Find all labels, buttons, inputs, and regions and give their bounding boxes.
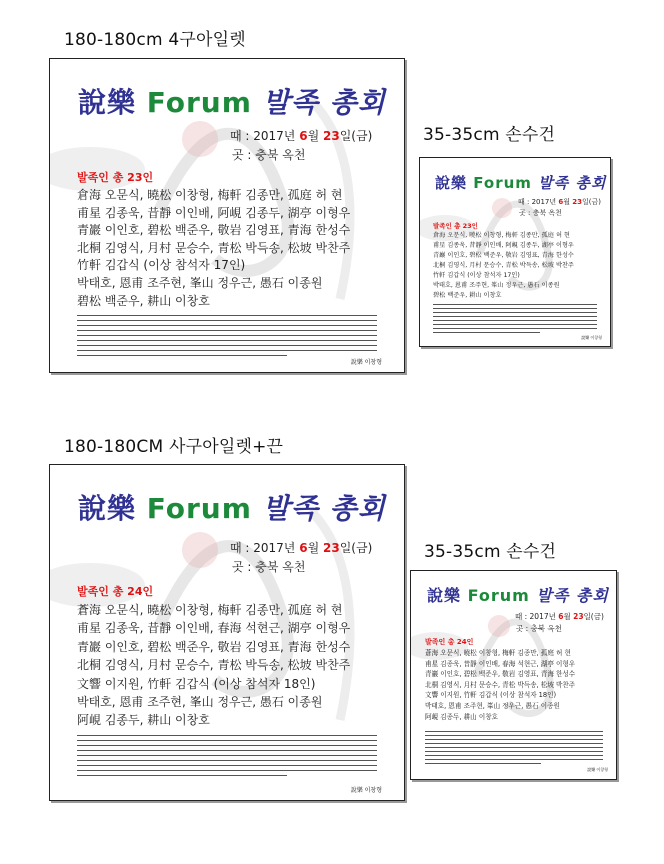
- member-line: 文響 이지원, 竹軒 김갑식 (이상 참석자 18인): [77, 676, 316, 691]
- description-paragraph: [425, 731, 603, 764]
- member-line: 甫星 김종욱, 昔靜 이인배, 春海 석현근, 湖亭 이형우: [77, 621, 351, 636]
- member-count: 발족인 총 23인: [77, 171, 154, 184]
- event-date: 때 : 2017년 6월 23일(금): [230, 541, 373, 555]
- event-title: [427, 583, 609, 606]
- event-place: 곳 : 충북 옥천: [232, 148, 306, 162]
- title-rest: 발족 총회: [262, 492, 386, 525]
- section1-caption-small: 35-35cm 손수건: [423, 125, 556, 145]
- member-line: 北桐 김영식, 月村 문승수, 青松 박득송, 松坡 박찬주: [433, 262, 574, 269]
- member-line: 박태호, 恩甫 조주현, 峯山 정우근, 愚石 이종원: [433, 282, 560, 289]
- member-count: 발족인 총 23인: [433, 222, 478, 230]
- handkerchief-panel-1: [419, 157, 611, 347]
- member-line: 碧松 백준우, 耕山 이창호: [433, 292, 502, 299]
- member-line: 甫星 김종욱, 昔靜 이인배, 阿峴 김종두, 湖亭 이형우: [77, 205, 351, 220]
- banner-panel-2: [49, 464, 405, 801]
- signature: 說樂 이창형: [587, 767, 608, 772]
- title-forum: Forum: [146, 492, 252, 525]
- title-hanja: 說樂: [78, 492, 137, 525]
- member-line: 青巖 이인호, 碧松 백준우, 敬岩 김영표, 青海 한성수: [77, 639, 351, 654]
- member-line: 竹軒 김갑식 (이상 참석자 17인): [433, 272, 520, 279]
- title-forum: Forum: [146, 86, 252, 119]
- member-line: 碧松 백준우, 耕山 이창호: [77, 293, 210, 308]
- event-date: 때 : 2017년 6월 23일(금): [515, 612, 604, 621]
- section2-caption-small: 35-35cm 손수건: [424, 542, 557, 562]
- member-line: 文響 이지원, 竹軒 김갑식 (이상 참석자 18인): [425, 691, 557, 700]
- member-line: 甫星 김종욱, 昔靜 이인배, 阿峴 김종두, 湖亭 이형우: [433, 242, 574, 249]
- title-rest: 발족 총회: [538, 174, 607, 192]
- member-line: 倉海 오문식, 曉松 이창형, 梅軒 김종만, 孤庭 허 현: [77, 188, 343, 202]
- signature: 說樂 이창형: [350, 359, 382, 366]
- member-line: 박태호, 恩甫 조주현, 峯山 정우근, 愚石 이종원: [77, 275, 323, 290]
- member-list: [77, 187, 350, 310]
- member-line: 蒼海 오문식, 曉松 이창형, 梅軒 김종만, 孤庭 허 현: [77, 603, 343, 617]
- banner-panel-1: [49, 58, 405, 373]
- title-forum: Forum: [467, 586, 530, 605]
- title-rest: 발족 총회: [536, 586, 609, 605]
- event-date: 때 : 2017년 6월 23일(금): [230, 129, 373, 143]
- description-paragraph: [433, 304, 597, 333]
- event-place: 곳 : 충북 옥천: [232, 560, 306, 574]
- member-line: 甫星 김종욱, 昔靜 이인배, 春海 석현근, 湖亭 이형우: [425, 659, 576, 668]
- member-line: 박태호, 恩甫 조주현, 峯山 정우근, 愚石 이종원: [77, 695, 323, 710]
- member-list: [77, 601, 350, 730]
- event-place: 곳 : 충북 옥천: [516, 624, 562, 633]
- title-hanja: 說樂: [427, 586, 462, 605]
- member-line: 青巖 이인호, 碧松 백준우, 敬岩 김영표, 青海 한성수: [77, 223, 351, 238]
- member-line: 青巖 이인호, 碧松 백준우, 敬岩 김영표, 青海 한성수: [425, 670, 576, 679]
- member-line: 北桐 김영식, 月村 문승수, 青松 박득송, 松坡 박찬주: [77, 240, 351, 255]
- description-paragraph: [77, 315, 377, 356]
- signature: 說樂 이창형: [581, 335, 602, 340]
- member-line: 北桐 김영식, 月村 문승수, 青松 박득송, 松坡 박찬주: [425, 680, 576, 689]
- member-line: 倉海 오문식, 曉松 이창형, 梅軒 김종만, 孤庭 허 현: [433, 232, 570, 239]
- section1-caption: 180-180cm 4구아일렛: [64, 30, 246, 50]
- member-line: 蒼海 오문식, 曉松 이창형, 梅軒 김종만, 孤庭 허 현: [425, 649, 571, 657]
- member-line: 阿峴 김종두, 耕山 이창호: [425, 712, 498, 721]
- handkerchief-panel-2: [410, 570, 617, 780]
- event-place: 곳 : 충북 옥천: [519, 209, 562, 217]
- event-date: 때 : 2017년 6월 23일(금): [518, 198, 601, 206]
- signature: 說樂 이창형: [350, 787, 382, 794]
- title-rest: 발족 총회: [262, 86, 386, 119]
- member-list: [425, 648, 575, 722]
- member-list: [433, 231, 574, 301]
- description-paragraph: [77, 735, 377, 776]
- member-line: 竹軒 김갑식 (이상 참석자 17인): [77, 258, 246, 273]
- member-count: 발족인 총 24인: [77, 585, 154, 598]
- title-hanja: 說樂: [435, 174, 468, 192]
- member-line: 박태호, 恩甫 조주현, 峯山 정우근, 愚石 이종원: [425, 701, 560, 710]
- member-line: 北桐 김영식, 月村 문승수, 青松 박득송, 松坡 박찬주: [77, 658, 351, 673]
- title-forum: Forum: [473, 174, 532, 192]
- member-line: 阿峴 김종두, 耕山 이창호: [77, 713, 210, 728]
- section2-caption: 180-180CM 사구아일렛+끈: [64, 437, 284, 457]
- event-title: [435, 172, 606, 193]
- title-hanja: 說樂: [78, 86, 137, 119]
- event-title: [78, 487, 386, 527]
- member-line: 青巖 이인호, 碧松 백준우, 敬岩 김영표, 青海 한성수: [433, 252, 574, 259]
- event-title: [78, 81, 386, 121]
- member-count: 발족인 총 24인: [425, 638, 474, 646]
